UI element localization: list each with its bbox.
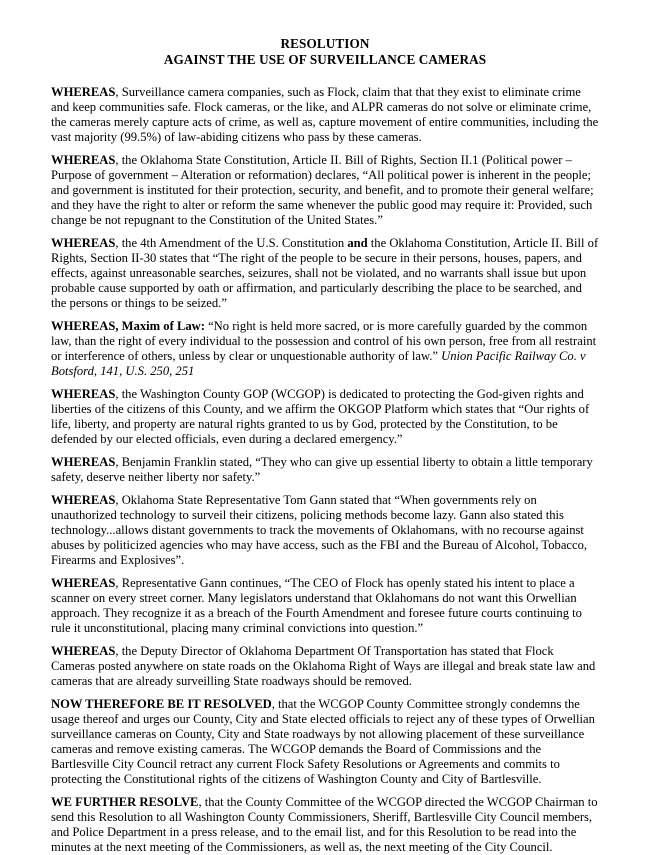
paragraph [51,455,599,485]
text-segment: WE FURTHER RESOLVE [51,795,199,809]
text-segment: , Surveillance camera companies, such as Flock, claim that that they exist to eliminate crime and keep communities safe. Flock cameras, or the like, and ALPR cameras do not solve or eliminate crime, the cameras merely capture acts of crime, as well as, capture movement of entire communities, including the vast majority (99.5%) of law-abiding citizens who pass by these cameras. [51,85,599,144]
text-segment: NOW THEREFORE BE IT RESOLVED [51,697,272,711]
text-segment: , the 4th Amendment of the U.S. Constitution [115,236,348,250]
text-segment: WHEREAS [51,153,116,167]
text-segment: Union Pacific Railway Co. v Botsford, 141, U.S. 250, 251 [51,349,586,378]
paragraph [51,576,599,636]
text-segment: , Benjamin Franklin stated, “They who can give up essential liberty to obtain a little temporary safety, deserve neither liberty nor safety.” [51,455,593,484]
paragraph [51,493,599,568]
paragraph [51,795,599,855]
text-segment: WHEREAS, Maxim of Law: [51,319,205,333]
paragraph [51,644,599,689]
text-segment: , the Deputy Director of Oklahoma Department Of Transportation has stated that Flock Cameras posted anywhere on state roads on the Oklahoma Right of Ways are illegal and break state law and cameras that are already surveilling State roadways should be removed. [51,644,596,688]
paragraph [51,697,599,787]
text-segment: WHEREAS [51,576,116,590]
text-segment: WHEREAS [51,493,116,507]
text-segment: WHEREAS [51,387,116,401]
title-line-2: AGAINST THE USE OF SURVEILLANCE CAMERAS [163,51,487,67]
paragraph [51,387,599,447]
text-segment: the Oklahoma Constitution, Article II. Bill of Rights, Section II-30 states that “The right of the people to be secure in their persons, houses, papers, and effects, against unreasonable searches, seizures, shall not be violated, and no warrants shall issue but upon probable cause supported by oath or affirmation, and particularly describing the place to be searched, and the persons or things to be seized.” [51,236,599,310]
text-segment: and [347,236,368,250]
text-segment: , the Oklahoma State Constitution, Article II. Bill of Rights, Section II.1 (Political power – Purpose of government – Alteration or reformation) declares, “All political power is inherent in the people; and government is instituted for their protection, security, and benefit, and to promote their general welfare; and they have the right to alter or reform the same whenever the public good may require it: Provided, such change be not repugnant to the Constitution of the United States.” [51,153,594,227]
document-title [51,36,599,67]
text-segment: WHEREAS [51,455,116,469]
text-segment: , Representative Gann continues, “The CEO of Flock has openly stated his intent to place a scanner on every street corner. Many legislators understand that Oklahomans do not want this Orwellian approach. They recognize it as a breach of the Fourth Amendment and foresee future courts continuing to rule it unconstitutional, placing many criminal convictions into question.” [51,576,582,635]
text-segment: , that the County Committee of the WCGOP directed the WCGOP Chairman to send this Resolution to all Washington County Commissioners, Sheriff, Bartlesville City Council members, and Police Department in a press release, and to the email list, and for this Resolution to be read into the minutes at the next meeting of the Commissioners, as well as, the next meeting of the City Council. [51,795,598,854]
paragraph [51,85,599,145]
title-line-1: RESOLUTION [280,36,370,51]
text-segment: , that the WCGOP County Committee strongly condemns the usage thereof and urges our County, City and State elected officials to reject any of these types of Orwellian surveillance cameras on County, City and State roadways by not allowing placement of these surveillance cameras and remove existing cameras. The WCGOP demands the Board of Commissions and the Bartlesville City Council retract any current Flock Safety Resolutions or Agreements and commits to protecting the Constitutional rights of the citizens of Washington County and City of Bartlesville. [51,697,595,786]
paragraph [51,319,599,379]
text-segment: , Oklahoma State Representative Tom Gann stated that “When governments rely on unauthorized technology to surveil their citizens, policing methods become lazy. Gann also stated this technology...allows distant governments to track the movements of Oklahomans, with no recourse against abuses by politicized agencies who may have access, such as the FBI and the Bureau of Alcohol, Tobacco, Firearms and Explosives”. [51,493,588,567]
text-segment: , the Washington County GOP (WCGOP) is dedicated to protecting the God-given rights and liberties of the citizens of this County, and we affirm the OKGOP Platform which states that “Our rights of life, liberty, and property are natural rights granted to us by God, protected by the Constitution, to be defended by our elected officials, even during a declared emergency.” [51,387,590,446]
text-segment: WHEREAS [51,644,116,658]
paragraph [51,236,599,311]
document-body [51,85,599,855]
paragraph [51,153,599,228]
text-segment: WHEREAS [51,236,116,250]
text-segment: WHEREAS [51,85,116,99]
text-segment: “No right is held more sacred, or is more carefully guarded by the common law, than the right of every individual to the possession and control of his own person, free from all restraint or interference of others, unless by clear or unquestionable authority of law.” [51,319,597,363]
